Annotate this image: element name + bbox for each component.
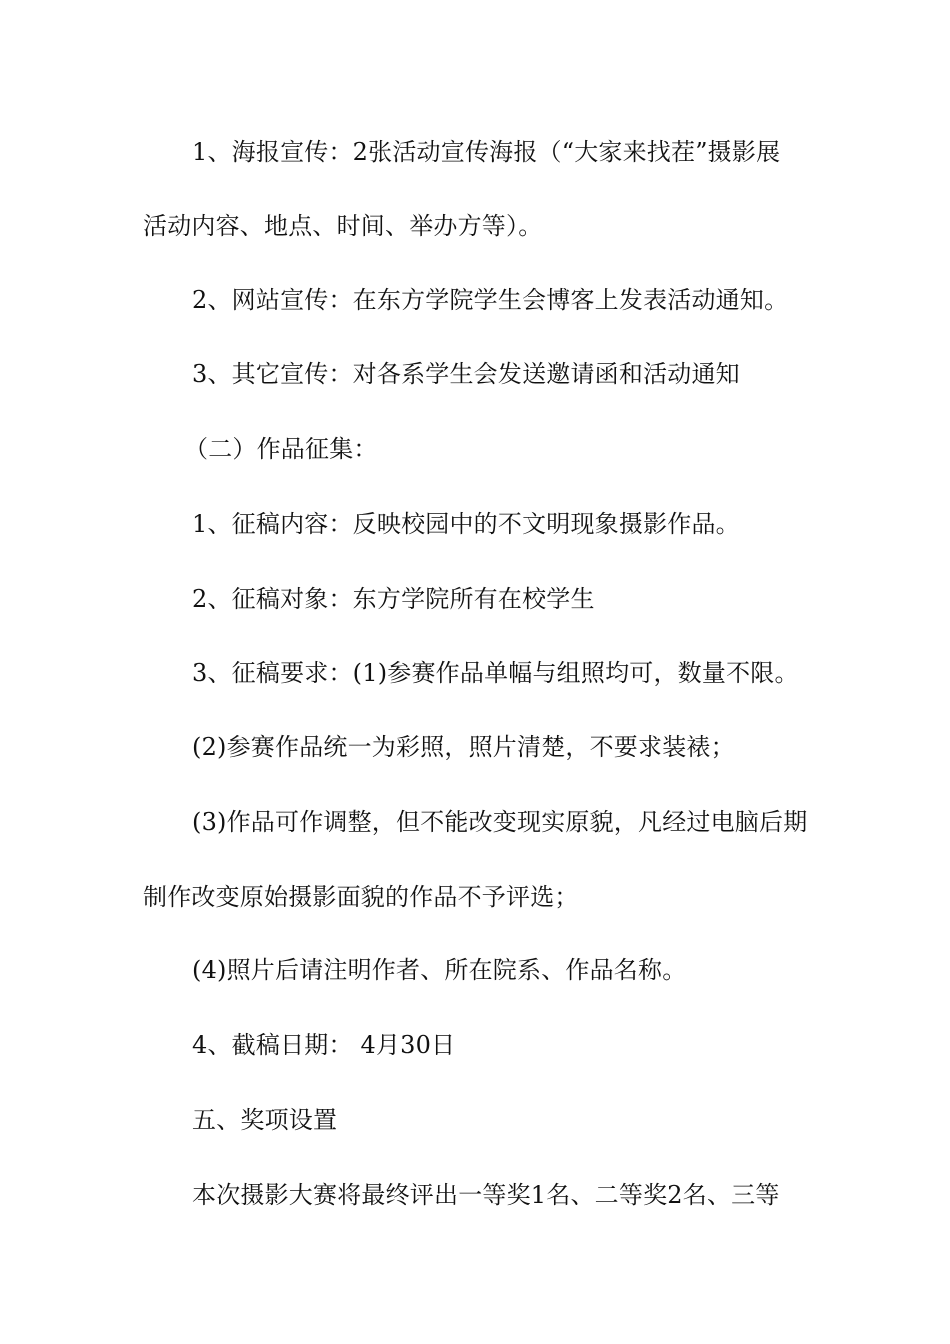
paragraph-requirement-4: (4)照片后请注明作者、所在院系、作品名称。 <box>192 956 687 984</box>
paragraph-poster-publicity-continued: 活动内容、地点、时间、举办方等）。 <box>143 212 543 240</box>
section-heading-awards: 五、奖项设置 <box>192 1106 338 1134</box>
section-heading-work-collection: （二）作品征集： <box>184 435 378 463</box>
paragraph-requirement-2: (2)参赛作品统一为彩照，照片清楚，不要求装裱； <box>192 733 735 761</box>
paragraph-requirement-3: (3)作品可作调整，但不能改变现实原貌，凡经过电脑后期 <box>192 808 808 836</box>
paragraph-awards-description: 本次摄影大赛将最终评出一等奖1名、二等奖2名、三等 <box>192 1181 780 1209</box>
paragraph-website-publicity: 2、网站宣传：在东方学院学生会博客上发表活动通知。 <box>192 286 789 314</box>
paragraph-submission-requirements: 3、征稿要求：(1)参赛作品单幅与组照均可，数量不限。 <box>192 659 799 687</box>
paragraph-poster-publicity: 1、海报宣传：2张活动宣传海报（“大家来找茬”摄影展 <box>192 138 781 166</box>
paragraph-other-publicity: 3、其它宣传：对各系学生会发送邀请函和活动通知 <box>192 360 740 388</box>
paragraph-deadline: 4、截稿日期： 4月30日 <box>192 1031 456 1059</box>
paragraph-submission-content: 1、征稿内容：反映校园中的不文明现象摄影作品。 <box>192 510 740 538</box>
paragraph-submission-target: 2、征稿对象：东方学院所有在校学生 <box>192 585 595 613</box>
paragraph-requirement-3-continued: 制作改变原始摄影面貌的作品不予评选； <box>143 883 579 911</box>
